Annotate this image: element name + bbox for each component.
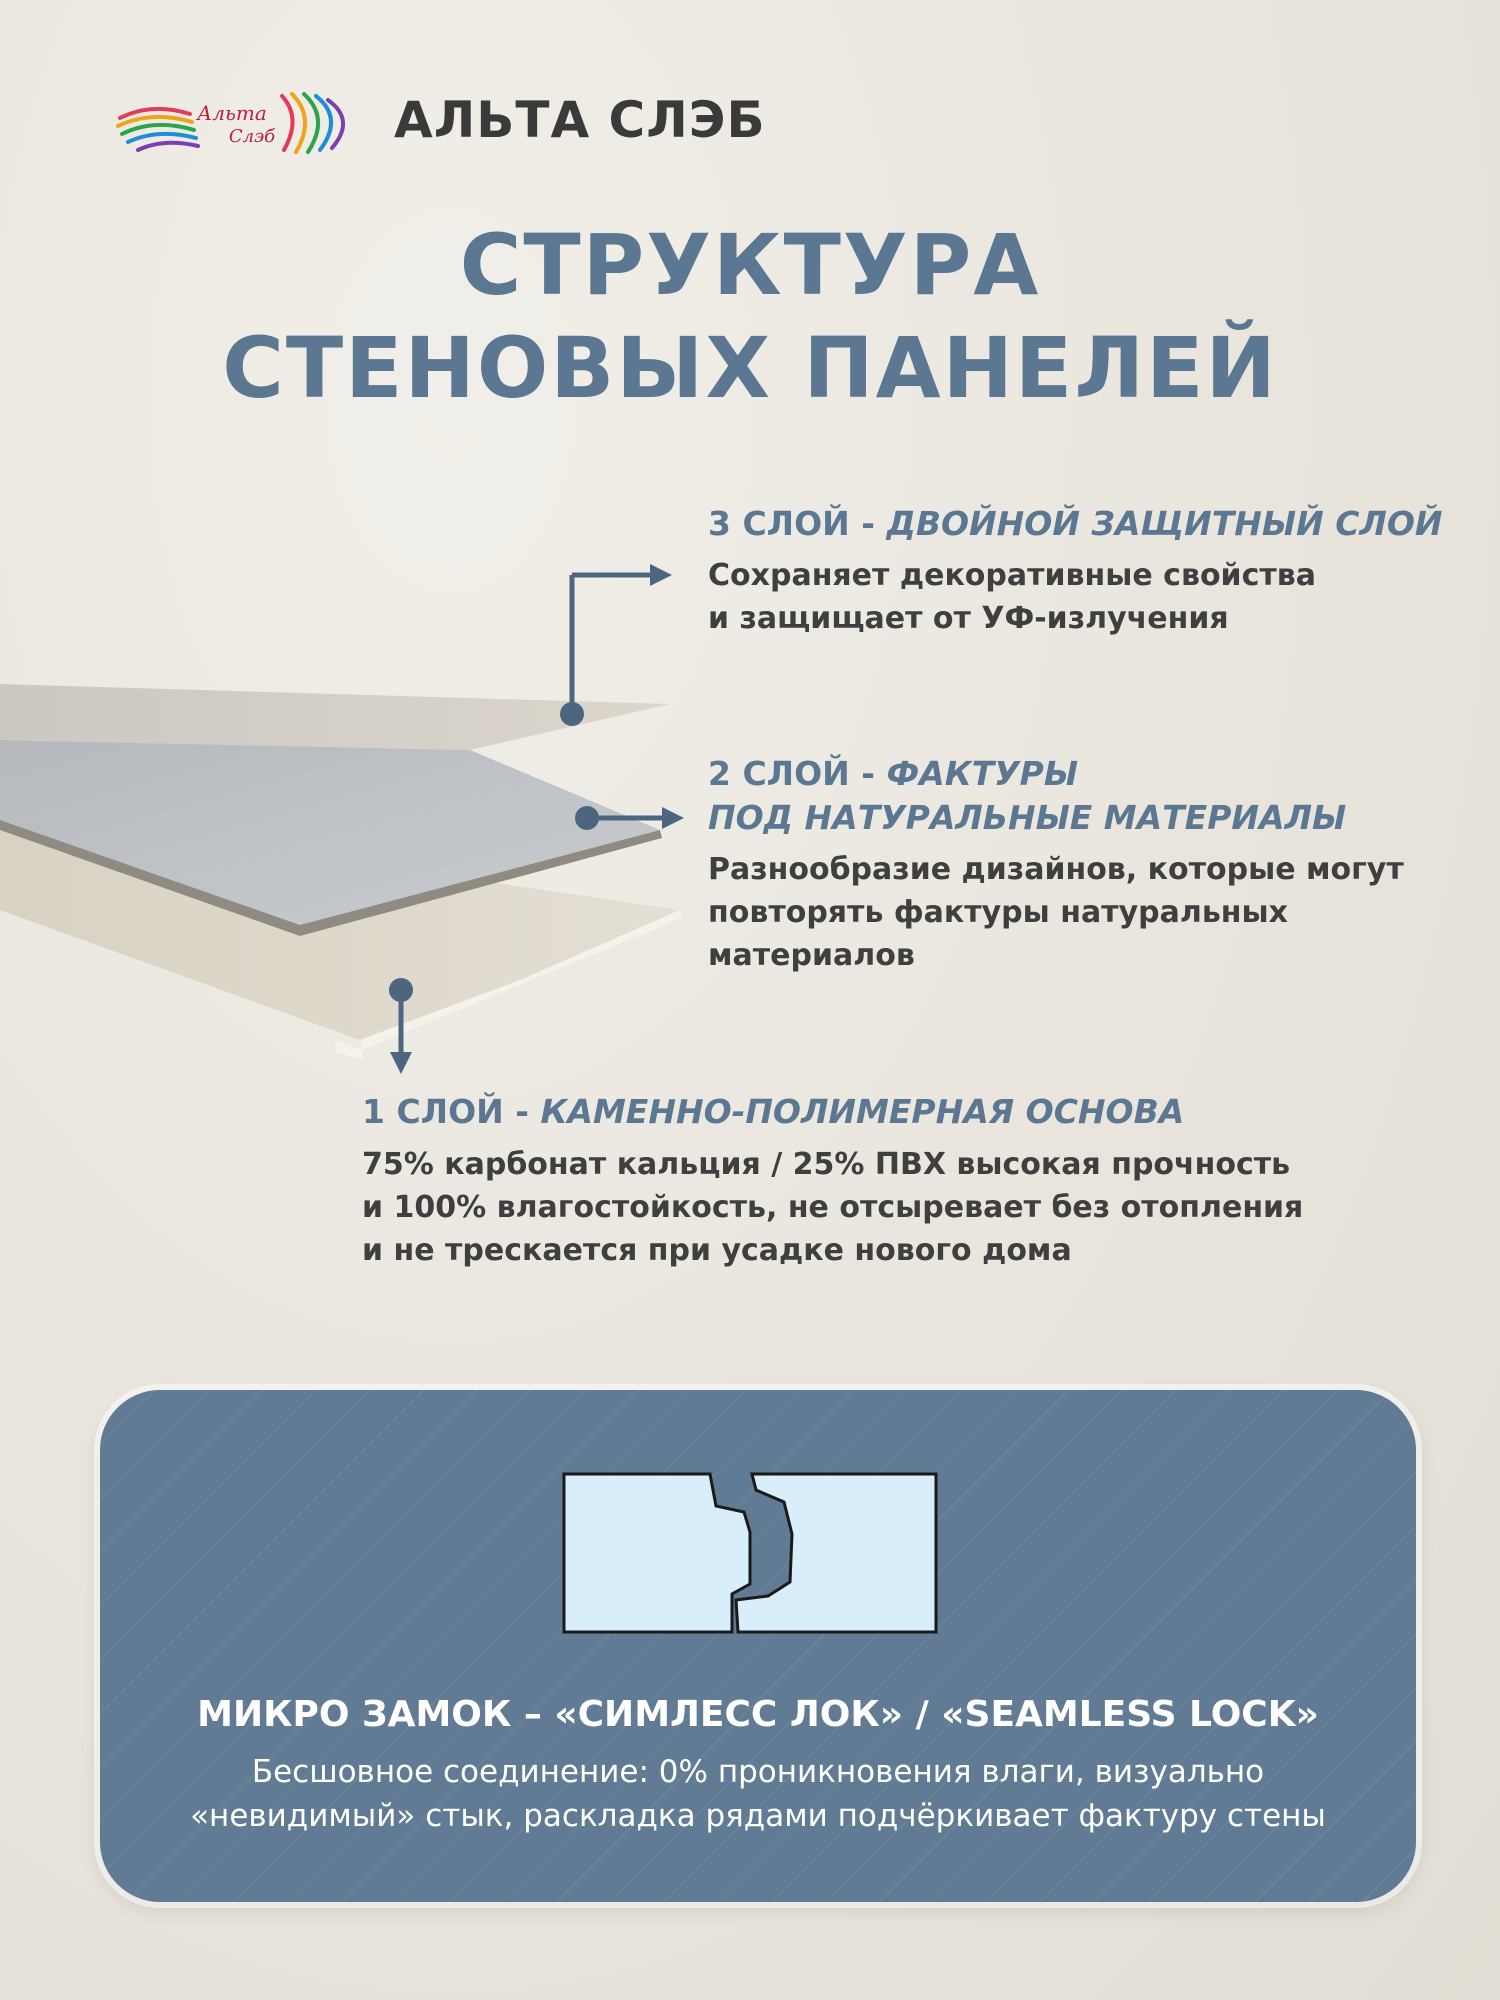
layer1-desc-line: 75% карбонат кальция / 25% ПВХ высокая прочность [362, 1147, 1291, 1182]
lock-description [100, 1750, 1416, 1838]
lock-desc-line: Бесшовное соединение: 0% проникновения влаги, визуально [251, 1754, 1265, 1790]
layer3-title [708, 502, 1443, 546]
layer3-name: ДВОЙНОЙ ЗАЩИТНЫЙ СЛОЙ [886, 504, 1443, 543]
layer1-name: КАМЕННО-ПОЛИМЕРНАЯ ОСНОВА [540, 1092, 1185, 1131]
layer1-desc-line: и 100% влагостойкость, не отсыревает без отопления [362, 1190, 1304, 1225]
layer1-number: 1 СЛОЙ - [362, 1092, 541, 1131]
seamless-lock-card [100, 1390, 1416, 1902]
layer2-desc-line: материалов [708, 938, 915, 973]
svg-text:Альта: Альта [197, 101, 267, 125]
layer1-desc-line: и не трескается при усадке нового дома [362, 1233, 1072, 1268]
brand-name: АЛЬТА СЛЭБ [394, 91, 766, 149]
layer1-description [362, 1143, 1412, 1272]
lock-title: МИКРО ЗАМОК – «СИМЛЕСС ЛОК» / «SEAMLESS LOCK» [197, 1694, 1319, 1735]
layer3-number: 3 СЛОЙ - [708, 504, 887, 543]
lock-desc-line: «невидимый» стык, раскладка рядами подчёркивает фактуру стены [190, 1798, 1326, 1834]
layer3-desc-line: и защищает от УФ-излучения [708, 601, 1229, 636]
svg-text:Слэб: Слэб [228, 126, 276, 147]
layer2-description [708, 848, 1468, 977]
page-title-line2: СТЕНОВЫХ ПАНЕЛЕЙ [222, 319, 1278, 417]
layer2-desc-line: Разнообразие дизайнов, которые могут [708, 852, 1404, 887]
panel-layers-illustration [0, 640, 720, 1120]
layer2-desc-line: повторять фактуры натуральных [708, 895, 1289, 930]
layer2-name-line1: ФАКТУРЫ [886, 754, 1079, 793]
brand-logo [112, 88, 362, 160]
lock-joint-diagram [562, 1472, 938, 1634]
page-title-line1: СТРУКТУРА [459, 216, 1041, 314]
layer1-title [362, 1090, 1184, 1134]
layer2-title [708, 752, 1346, 840]
layer3-description [708, 554, 1468, 640]
layer2-name-line2: ПОД НАТУРАЛЬНЫЕ МАТЕРИАЛЫ [708, 798, 1347, 837]
layer2-number: 2 СЛОЙ - [708, 754, 887, 793]
layer3-desc-line: Сохраняет декоративные свойства [708, 558, 1316, 593]
